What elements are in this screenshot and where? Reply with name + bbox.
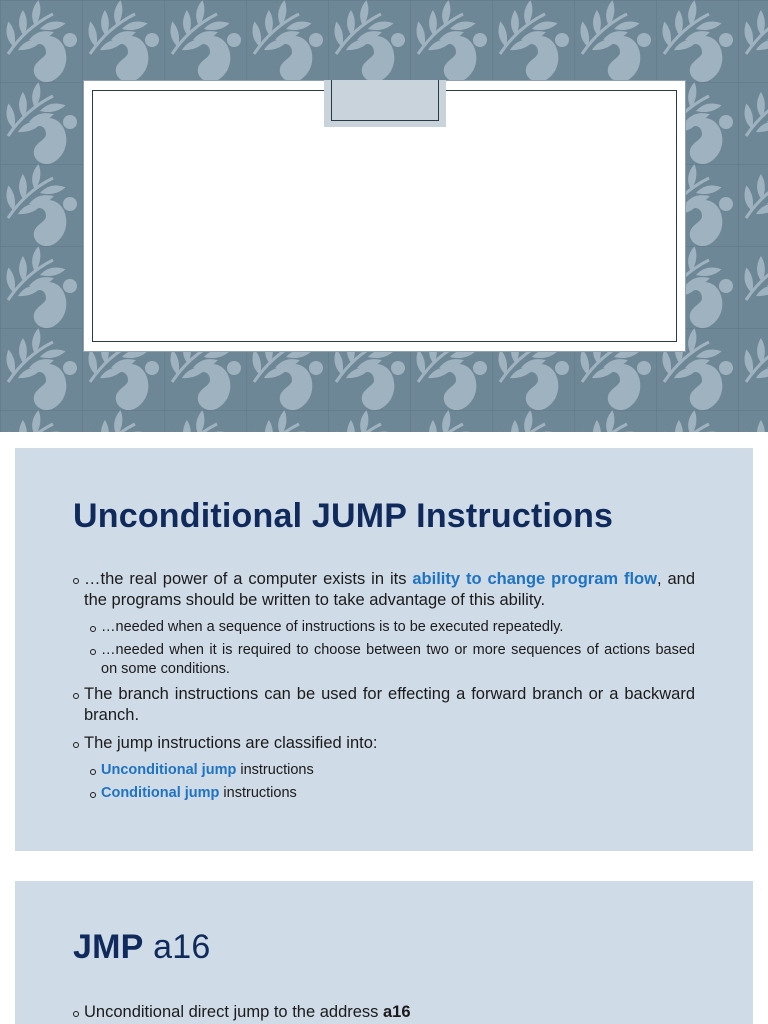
sub-bullet-item bbox=[90, 618, 695, 637]
highlight-text: ability to change program flow bbox=[412, 570, 657, 588]
bullet-item bbox=[73, 569, 695, 611]
bullet-text: The branch instructions can be used for effecting a forward branch or a backward branch. bbox=[84, 685, 695, 724]
bold-text: a16 bbox=[383, 1003, 411, 1021]
title-operand: a16 bbox=[143, 928, 211, 966]
title-opcode: JMP bbox=[73, 928, 144, 966]
sub-bullet-text: instructions bbox=[219, 785, 297, 801]
bullet-text: Unconditional direct jump to the address bbox=[84, 1003, 383, 1021]
sub-bullet-item bbox=[90, 761, 695, 780]
highlight-text: Unconditional jump bbox=[101, 762, 237, 778]
slide-title bbox=[73, 928, 211, 967]
bullet-text: , and the programs should be written to take advantage of this ability. bbox=[84, 570, 695, 609]
title-placeholder-inner-border bbox=[92, 90, 677, 342]
bullet-text: The jump instructions are classified into: bbox=[84, 734, 378, 752]
sub-bullet-text: instructions bbox=[236, 762, 314, 778]
sub-bullet-text: …needed when it is required to choose between two or more sequences of actions based on some conditions. bbox=[101, 642, 695, 677]
bullet-item bbox=[73, 1002, 695, 1023]
sub-bullet-item bbox=[90, 784, 695, 803]
title-slide bbox=[0, 0, 768, 432]
highlight-text: Conditional jump bbox=[101, 785, 220, 801]
bullet-item bbox=[73, 733, 695, 754]
slide-title: Unconditional JUMP Instructions bbox=[73, 497, 614, 535]
slide-jmp-a16 bbox=[15, 881, 753, 1024]
bullet-list bbox=[73, 569, 695, 807]
sub-bullet-text: …needed when a sequence of instructions is to be executed repeatedly. bbox=[101, 619, 564, 635]
title-frame-tab bbox=[324, 80, 446, 127]
bullet-list bbox=[73, 1002, 695, 1024]
title-placeholder-frame bbox=[83, 80, 686, 352]
slide-unconditional-jump bbox=[15, 448, 753, 851]
title-frame-tab-inner bbox=[331, 80, 439, 121]
bullet-text: …the real power of a computer exists in its bbox=[84, 570, 413, 588]
bullet-item bbox=[73, 684, 695, 726]
sub-bullet-item bbox=[90, 641, 695, 679]
